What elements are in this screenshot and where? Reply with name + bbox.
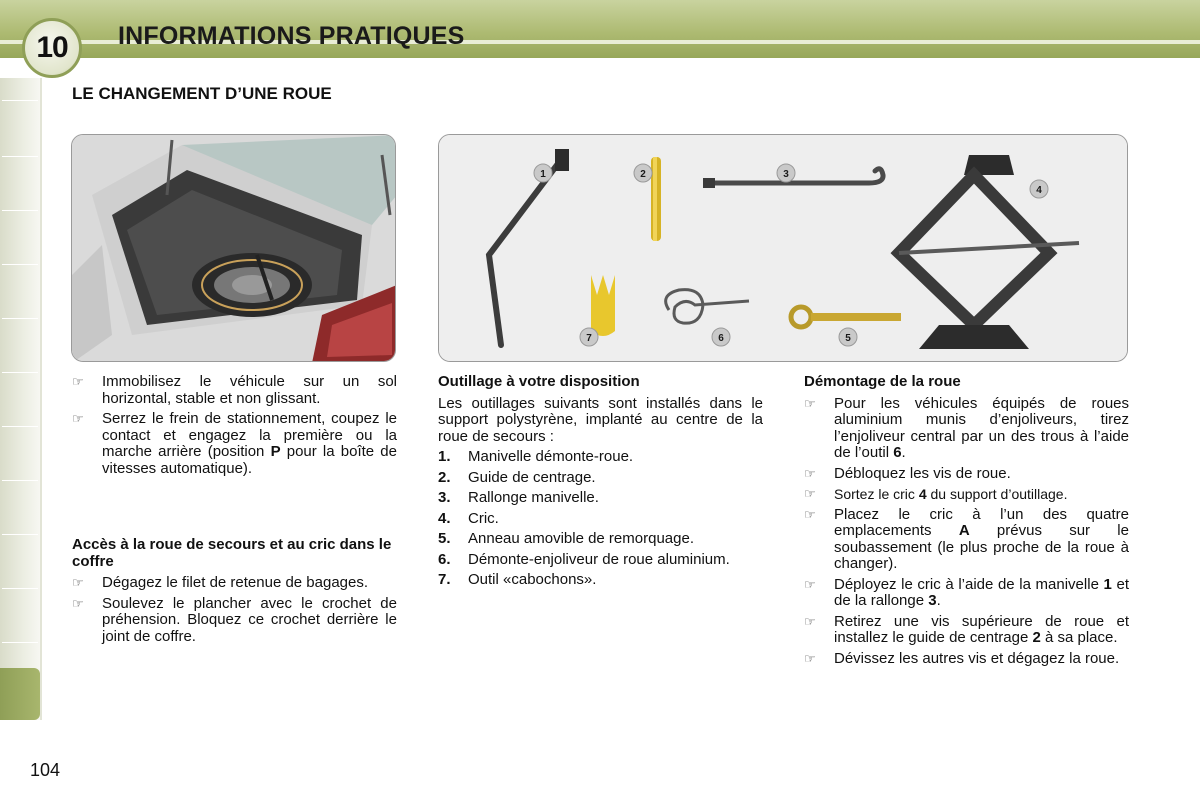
tool-number-4 <box>1030 180 1048 198</box>
tools-drawing <box>439 135 1128 362</box>
list-item: ☞ Dégagez le filet de retenue de bagages. <box>72 574 369 591</box>
pointing-hand-icon: ☞ <box>804 395 816 411</box>
tab-divider <box>2 480 38 481</box>
left-column <box>72 374 397 649</box>
tools-intro: Les outillages suivants sont installés dans le support polystyrène, implanté au centre de la roue de secours : <box>438 394 763 445</box>
chapter-title: INFORMATIONS PRATIQUES <box>118 22 465 50</box>
list-item: ☞ Immobilisez le véhicule sur un sol horizontal, stable et non glissant. <box>72 373 397 407</box>
list-item: 3. Rallonge manivelle. <box>438 489 599 506</box>
pointing-hand-icon: ☞ <box>804 506 816 522</box>
list-item: ☞ Débloquez les vis de roue. <box>804 464 1011 482</box>
access-heading: Accès à la roue de secours et au cric dans le coffre <box>72 536 392 570</box>
intro-bullet-list <box>72 374 397 477</box>
trunk-drawing <box>72 135 396 362</box>
list-item: 7. Outil «cabochons». <box>438 571 597 588</box>
pointing-hand-icon: ☞ <box>72 575 84 590</box>
tab-divider <box>2 156 38 157</box>
access-bullet-list <box>72 575 397 645</box>
tools-list <box>438 449 763 589</box>
chapter-badge <box>22 18 82 78</box>
pointing-hand-icon: ☞ <box>804 486 816 501</box>
page-number: 104 <box>30 760 61 780</box>
tab-divider <box>2 642 38 643</box>
list-item: 1. Manivelle démonte-roue. <box>438 448 634 465</box>
svg-text:3: 3 <box>783 169 789 180</box>
tab-divider <box>2 210 38 211</box>
removal-heading: Démontage de la roue <box>804 373 961 390</box>
tab-divider <box>2 534 38 535</box>
list-item: ☞ Déployez le cric à l’aide de la manivelle 1 et de la rallonge 3. <box>804 575 1129 609</box>
tools-illustration <box>438 134 1128 362</box>
svg-text:4: 4 <box>1036 185 1042 196</box>
pointing-hand-icon: ☞ <box>72 374 84 389</box>
list-item: ☞ Pour les véhicules équipés de roues aluminium munis d’enjoliveurs, tirez l’enjoliveur central par un des trous à l’aide de l’outil 6. <box>804 394 1129 461</box>
tool-number-1 <box>534 164 552 182</box>
page-title: LE CHANGEMENT D’UNE ROUE <box>72 84 332 103</box>
svg-text:5: 5 <box>845 333 851 344</box>
tool-number-7 <box>580 328 598 346</box>
svg-text:2: 2 <box>640 169 646 180</box>
list-item: 6. Démonte-enjoliveur de roue aluminium. <box>438 550 730 568</box>
list-item: 2. Guide de centrage. <box>438 468 596 486</box>
list-item: ☞ Sortez le cric 4 du support d’outillage. <box>804 486 1068 502</box>
tab-divider <box>2 264 38 265</box>
active-chapter-tab[interactable] <box>0 668 40 720</box>
list-item: ☞ Dévissez les autres vis et dégagez la roue. <box>804 649 1120 667</box>
tab-divider <box>2 372 38 373</box>
tool-number-2 <box>634 164 652 182</box>
tab-divider <box>2 588 38 589</box>
pointing-hand-icon: ☞ <box>804 650 816 666</box>
pointing-hand-icon: ☞ <box>804 465 816 481</box>
tab-divider <box>2 100 38 101</box>
list-item: 4. Cric. <box>438 509 499 527</box>
list-item: 5. Anneau amovible de remorquage. <box>438 530 694 547</box>
list-item: ☞ Serrez le frein de stationnement, coupez le contact et engagez la première ou la marche arrière (position P pour la boîte de vitesses automatique). <box>72 410 397 477</box>
middle-column <box>438 374 763 593</box>
chapter-tab-strip <box>0 78 42 720</box>
pointing-hand-icon: ☞ <box>72 411 84 426</box>
tab-divider <box>2 318 38 319</box>
svg-text:6: 6 <box>718 333 724 344</box>
list-item: ☞ Placez le cric à l’un des quatre emplacements A prévus sur le soubassement (le plus proche de la roue à changer). <box>804 505 1129 572</box>
pointing-hand-icon: ☞ <box>72 595 84 611</box>
centering-guide-tool <box>651 157 661 241</box>
tools-heading: Outillage à votre disposition <box>438 373 640 390</box>
tool-number-3 <box>777 164 795 182</box>
pointing-hand-icon: ☞ <box>804 613 816 629</box>
svg-text:1: 1 <box>540 169 546 180</box>
tab-divider <box>2 426 38 427</box>
trunk-illustration <box>71 134 396 362</box>
pointing-hand-icon: ☞ <box>804 576 816 592</box>
svg-text:7: 7 <box>586 333 592 344</box>
tool-number-5 <box>839 328 857 346</box>
tool-number-6 <box>712 328 730 346</box>
list-item: ☞ Retirez une vis supérieure de roue et installez le guide de centrage 2 à sa place. <box>804 612 1129 646</box>
chapter-number: 10 <box>36 31 68 64</box>
removal-bullet-list <box>804 396 1129 668</box>
list-item: ☞ Soulevez le plancher avec le crochet de préhension. Bloquez ce crochet derrière le joint de coffre. <box>72 594 397 645</box>
right-column <box>804 374 1129 671</box>
